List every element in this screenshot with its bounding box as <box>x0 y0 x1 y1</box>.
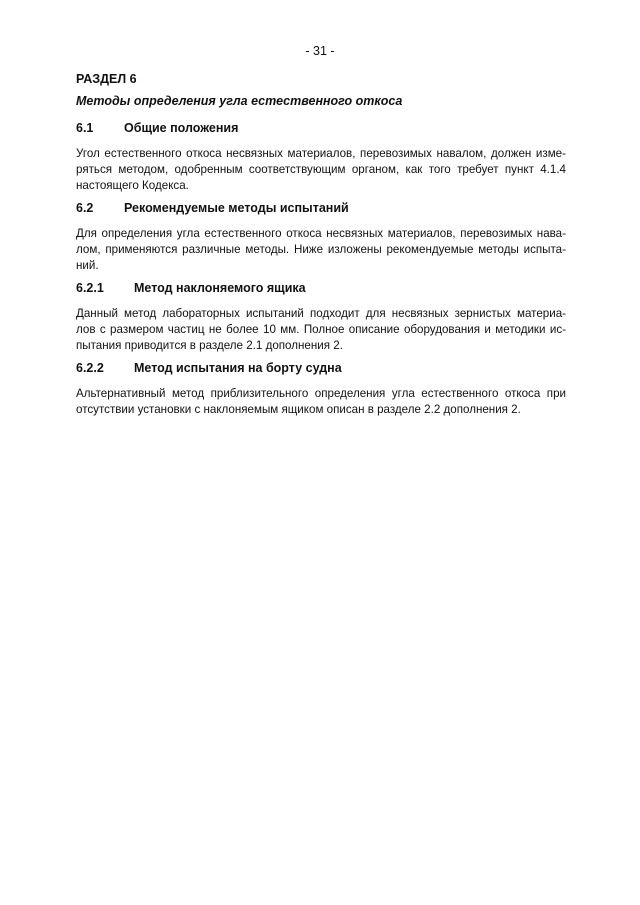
heading-6-2-1 <box>76 281 566 295</box>
section-title: Методы определения угла естественного откоса <box>76 94 403 108</box>
section-label: РАЗДЕЛ 6 <box>76 72 137 86</box>
heading-title: Метод наклоняемого ящика <box>134 281 306 295</box>
paragraph-6-2 <box>76 226 566 275</box>
text-line: настоящего Кодекса. <box>76 179 189 193</box>
text-line: ряться методом, одобренным соответствующим органом, как того требует пункт 4.1.4 <box>76 163 566 177</box>
text-line: Данный метод лабораторных испытаний подходит для несвязных зернистых материа- <box>76 307 566 320</box>
page-number: - 31 - <box>305 44 335 58</box>
text-line: отсутствии установки с наклоняемым ящиком описан в разделе 2.2 дополнения 2. <box>76 403 521 417</box>
heading-title: Метод испытания на борту судна <box>134 361 342 375</box>
heading-title: Рекомендуемые методы испытаний <box>124 201 349 215</box>
heading-number: 6.2.2 <box>76 361 104 375</box>
text-line: Альтернативный метод приблизительного определения угла естественного откоса при <box>76 387 566 400</box>
text-line: Угол естественного откоса несвязных материалов, перевозимых навалом, должен изме- <box>76 147 566 160</box>
paragraph-6-1 <box>76 146 566 195</box>
heading-6-2 <box>76 201 566 215</box>
paragraph-6-2-2 <box>76 386 566 418</box>
text-line: лом, применяются различные методы. Ниже изложены рекомендуемые методы испыта- <box>76 243 566 257</box>
text-line: ний. <box>76 259 99 273</box>
text-line: пытания приводится в разделе 2.1 дополнения 2. <box>76 339 343 353</box>
paragraph-6-2-1 <box>76 306 566 355</box>
heading-number: 6.2 <box>76 201 94 215</box>
heading-number: 6.1 <box>76 121 94 135</box>
heading-6-2-2 <box>76 361 566 375</box>
heading-title: Общие положения <box>124 121 239 135</box>
heading-number: 6.2.1 <box>76 281 104 295</box>
text-line: лов с размером частиц не более 10 мм. Полное описание оборудования и методики ис- <box>76 323 566 337</box>
text-line: Для определения угла естественного откоса несвязных материалов, перевозимых нава- <box>76 227 566 240</box>
heading-6-1 <box>76 121 566 135</box>
